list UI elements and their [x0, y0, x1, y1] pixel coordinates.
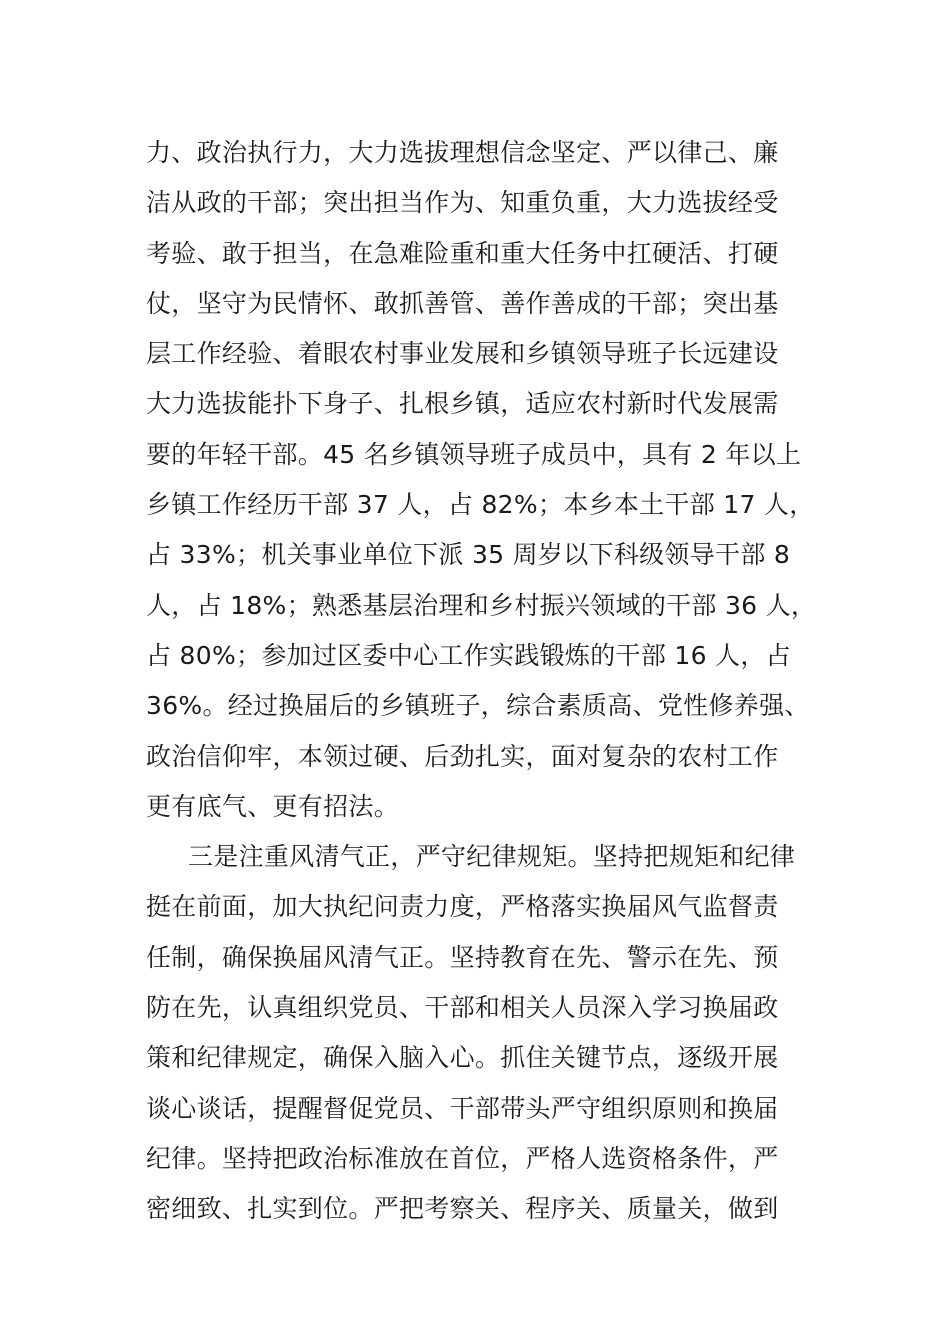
text-line: 密细致、扎实到位。严把考察关、程序关、质量关，做到	[146, 1194, 779, 1224]
text-line: 纪律。坚持把政治标准放在首位，严格人选资格条件，严	[146, 1143, 779, 1173]
text-line: 挺在前面，加大执纪问责力度，严格落实换届风气监督责	[146, 892, 779, 922]
text-line: 占 80%；参加过区委中心工作实践锻炼的干部 16 人，占	[146, 640, 791, 670]
text-line: 乡镇工作经历干部 37 人，占 82%；本乡本土干部 17 人，	[146, 490, 815, 520]
text-line: 36%。经过换届后的乡镇班子，综合素质高、党性修养强、	[146, 691, 810, 721]
text-line: 洁从政的干部；突出担当作为、知重负重，大力选拔经受	[146, 188, 779, 218]
text-line: 要的年轻干部。45 名乡镇领导班子成员中，具有 2 年以上	[146, 439, 802, 469]
text-line: 谈心谈话，提醒督促党员、干部带头严守组织原则和换届	[146, 1093, 779, 1123]
text-line: 力、政治执行力，大力选拔理想信念坚定、严以律己、廉	[146, 138, 779, 167]
text-line: 人，占 18%；熟悉基层治理和乡村振兴领域的干部 36 人，	[146, 590, 817, 620]
text-line: 更有底气、更有招法。	[146, 791, 400, 821]
body-text	[146, 128, 836, 1235]
paragraph-start-line: 三是注重风清气正，严守纪律规矩。坚持把规矩和纪律	[188, 842, 796, 872]
text-line: 防在先，认真组织党员、干部和相关人员深入学习换届政	[146, 993, 779, 1023]
text-line: 仗，坚守为民情怀、敢抓善管、善作善成的干部；突出基	[146, 288, 779, 318]
text-line: 政治信仰牢，本领过硬、后劲扎实，面对复杂的农村工作	[146, 741, 779, 771]
text-line: 层工作经验、着眼农村事业发展和乡镇领导班子长远建设	[146, 339, 779, 369]
text-line: 占 33%；机关事业单位下派 35 周岁以下科级领导干部 8	[146, 540, 791, 570]
text-line: 策和纪律规定，确保入脑入心。抓住关键节点，逐级开展	[146, 1043, 779, 1073]
text-line: 大力选拔能扑下身子、扎根乡镇，适应农村新时代发展需	[146, 389, 779, 419]
text-line: 任制，确保换届风清气正。坚持教育在先、警示在先、预	[146, 942, 779, 972]
text-line: 考验、敢于担当，在急难险重和重大任务中扛硬活、打硬	[146, 238, 779, 268]
